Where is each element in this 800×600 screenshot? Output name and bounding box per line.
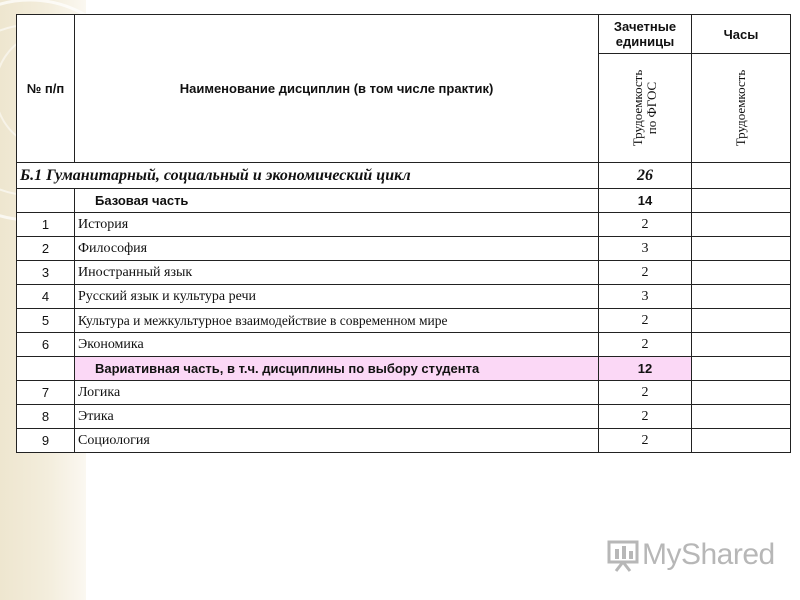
table-row	[17, 429, 791, 453]
row-name: Культура и межкультурное взаимодействие в современном мире	[75, 309, 599, 333]
row-hours	[692, 405, 791, 429]
base-name: Базовая часть	[75, 189, 599, 213]
row-value: 2	[599, 213, 692, 237]
row-num: 1	[17, 213, 75, 237]
cycle-row	[17, 163, 791, 189]
row-name: Экономика	[75, 333, 599, 357]
table-row	[17, 405, 791, 429]
row-value: 2	[599, 429, 692, 453]
row-hours	[692, 213, 791, 237]
row-hours	[692, 381, 791, 405]
header-hours	[692, 15, 791, 54]
cycle-name: Б.1 Гуманитарный, социальный и экономический цикл	[17, 163, 599, 189]
row-value: 2	[599, 381, 692, 405]
table-row	[17, 285, 791, 309]
table-row	[17, 309, 791, 333]
logo-text: MyShared	[642, 538, 775, 571]
row-value: 3	[599, 237, 692, 261]
row-num: 5	[17, 309, 75, 333]
disciplines-table	[16, 14, 791, 453]
row-hours	[692, 261, 791, 285]
table-row	[17, 213, 791, 237]
variative-name	[75, 357, 599, 381]
header-labor-label: Трудоемкость	[733, 69, 748, 147]
row-value: 2	[599, 261, 692, 285]
row-hours	[692, 333, 791, 357]
header-num-label: № п/п	[26, 81, 65, 96]
header-labor	[692, 54, 791, 163]
header-row-top	[17, 15, 791, 54]
row-num: 2	[17, 237, 75, 261]
row-hours	[692, 285, 791, 309]
presentation-board-icon	[606, 538, 642, 572]
header-labor-fgos-label: Трудоемкость по ФГОС	[630, 69, 659, 147]
row-value: 2	[599, 309, 692, 333]
row-hours	[692, 309, 791, 333]
row-name: История	[75, 213, 599, 237]
header-discipline	[75, 15, 599, 163]
row-value: 2	[599, 333, 692, 357]
row-name: Русский язык и культура речи	[75, 285, 599, 309]
myshared-logo	[606, 538, 775, 572]
row-num: 8	[17, 405, 75, 429]
base-hours	[692, 189, 791, 213]
row-value: 3	[599, 285, 692, 309]
row-name: Философия	[75, 237, 599, 261]
row-num: 4	[17, 285, 75, 309]
row-num: 7	[17, 381, 75, 405]
row-num: 3	[17, 261, 75, 285]
header-hours-label: Часы	[723, 26, 759, 42]
row-num: 9	[17, 429, 75, 453]
header-credits	[599, 15, 692, 54]
table-row	[17, 381, 791, 405]
variative-row	[17, 357, 791, 381]
row-hours	[692, 237, 791, 261]
table-row	[17, 237, 791, 261]
cycle-value: 26	[599, 163, 692, 189]
row-hours	[692, 429, 791, 453]
header-credits-label: Зачетные единицы	[613, 19, 677, 49]
base-value: 14	[599, 189, 692, 213]
table-row	[17, 333, 791, 357]
row-name: Иностранный язык	[75, 261, 599, 285]
variative-value: 12	[599, 357, 692, 381]
row-name: Социология	[75, 429, 599, 453]
variative-hours	[692, 357, 791, 381]
row-name: Этика	[75, 405, 599, 429]
base-num	[17, 189, 75, 213]
cycle-hours	[692, 163, 791, 189]
base-row	[17, 189, 791, 213]
row-name: Логика	[75, 381, 599, 405]
variative-num	[17, 357, 75, 381]
variative-name-bold: Вариативная часть,	[95, 361, 224, 376]
header-labor-fgos	[599, 54, 692, 163]
variative-name-rest: в т.ч. дисциплины по выбору студента	[223, 361, 480, 376]
table-row	[17, 261, 791, 285]
row-value: 2	[599, 405, 692, 429]
header-num	[17, 15, 75, 163]
row-num: 6	[17, 333, 75, 357]
header-discipline-label: Наименование дисциплин (в том числе практик)	[179, 81, 494, 96]
